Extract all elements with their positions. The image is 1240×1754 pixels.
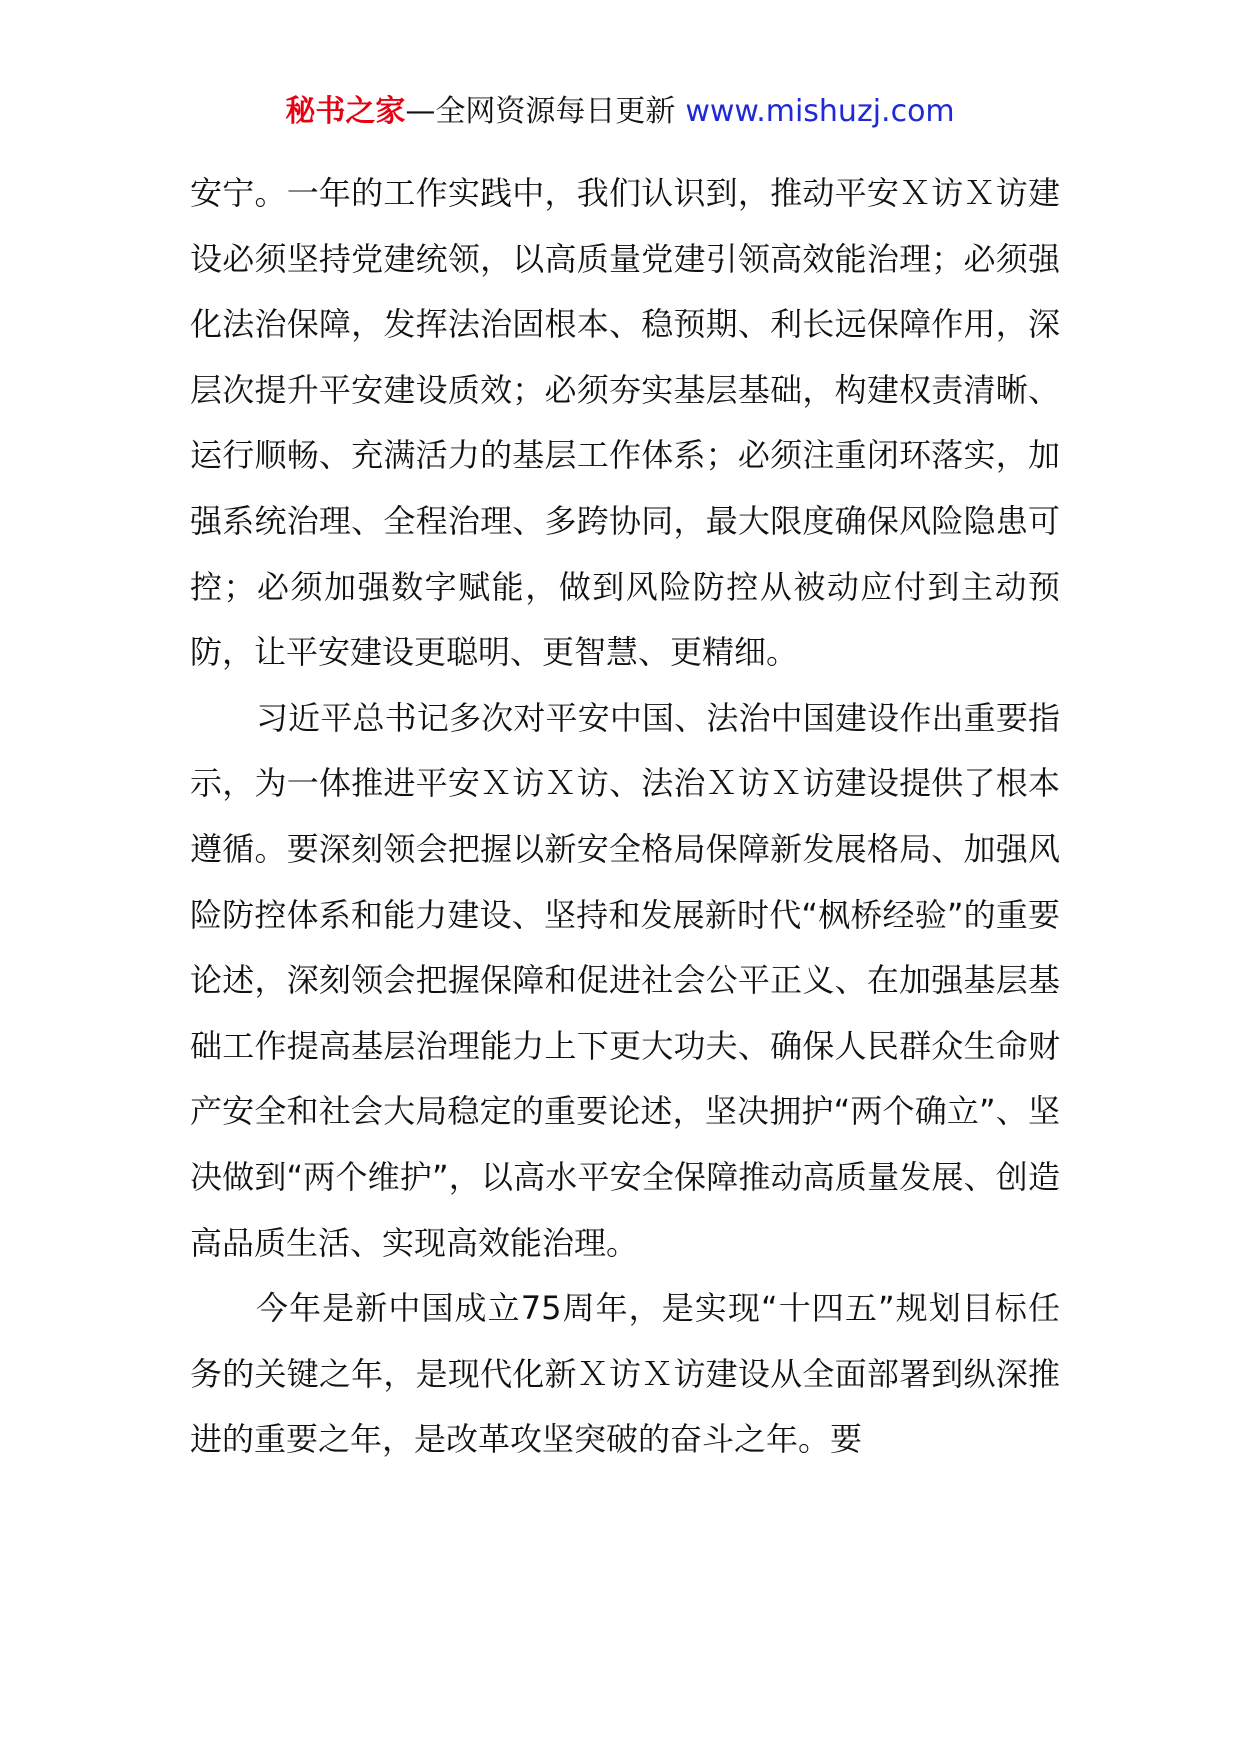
paragraph: 习近平总书记多次对平安中国、法治中国建设作出重要指示，为一体推进平安Ｘ访Ｘ访、法治Ｘ访Ｘ访建设提供了根本遵循。要深刻领会把握以新安全格局保障新发展格局、加强风险防控体系和能力建设、坚持和发展新时代“枫桥经验”的重要论述，深刻领会把握保障和促进社会公平正义、在加强基层基础工作提高基层治理能力上下更大功夫、确保人民群众生命财产安全和社会大局稳定的重要论述，坚决拥护“两个确立”、坚决做到“两个维护”，以高水平安全保障推动高质量发展、创造高品质生活、实现高效能治理。 [190, 698, 1060, 1262]
site-header [0, 92, 1240, 132]
document-body [190, 161, 1060, 1473]
site-tagline: —全网资源每日更新 [405, 94, 676, 129]
paragraph-continuation: 安宁。一年的工作实践中，我们认识到，推动平安Ｘ访Ｘ访建设必须坚持党建统领，以高质量党建引领高效能治理；必须强化法治保障，发挥法治固根本、稳预期、利长远保障作用，深层次提升平安建设质效；必须夯实基层基础，构建权责清晰、运行顺畅、充满活力的基层工作体系；必须注重闭环落实，加强系统治理、全程治理、多跨协同，最大限度确保风险隐患可控；必须加强数字赋能，做到风险防控从被动应付到主动预防，让平安建设更聪明、更智慧、更精细。 [190, 174, 1060, 672]
paragraph: 今年是新中国成立75周年，是实现“十四五”规划目标任务的关键之年，是现代化新Ｘ访Ｘ访建设从全面部署到纵深推进的重要之年，是改革攻坚突破的奋斗之年。要 [190, 1289, 1060, 1459]
site-url-link[interactable]: www.mishuzj.com [685, 94, 955, 129]
site-brand: 秘书之家 [285, 94, 406, 129]
